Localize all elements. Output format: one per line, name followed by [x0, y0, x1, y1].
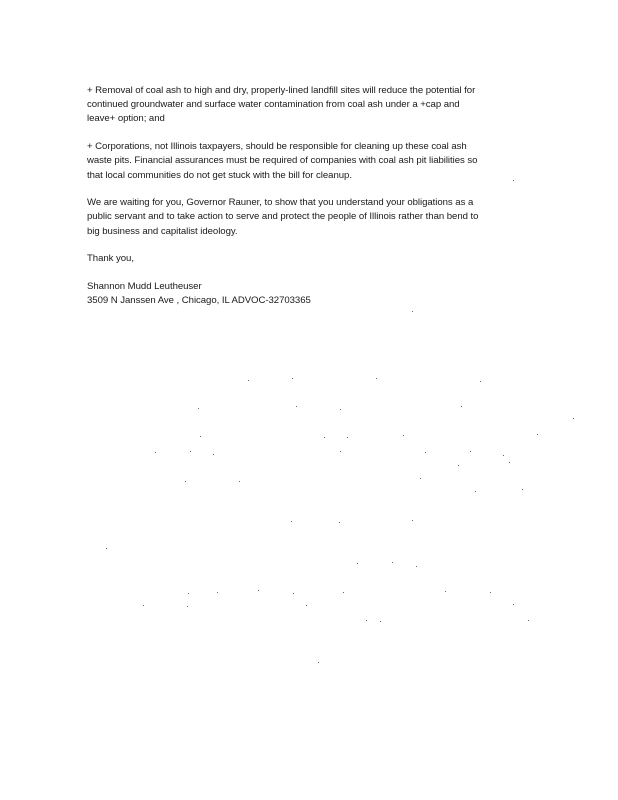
scan-speck	[445, 591, 446, 592]
scan-speck	[392, 562, 393, 563]
scan-speck	[200, 436, 201, 437]
scan-speck	[143, 605, 144, 606]
signature-block	[87, 280, 539, 308]
scan-speck	[340, 451, 341, 452]
scan-speck	[190, 451, 191, 452]
paragraph-line: continued groundwater and surface water contamination from coal ash under a +cap and	[87, 99, 460, 111]
paragraph-line: leave+ option; and	[87, 113, 165, 125]
scan-speck	[380, 621, 381, 622]
scan-speck	[296, 406, 297, 407]
scan-speck	[573, 418, 574, 419]
scan-speck	[318, 662, 319, 663]
scan-speck	[366, 620, 367, 621]
paragraph-line: + Corporations, not Illinois taxpayers, should be responsible for cleaning up these coal ash	[87, 141, 467, 153]
scan-speck	[461, 406, 462, 407]
letter-body	[87, 84, 539, 308]
scan-speck	[155, 452, 156, 453]
paragraph-line: We are waiting for you, Governor Rauner, to show that you understand your obligations as a	[87, 197, 474, 209]
scan-speck	[509, 462, 510, 463]
scan-speck	[213, 454, 214, 455]
scan-speck	[217, 592, 218, 593]
scan-speck	[185, 481, 186, 482]
scan-speck	[347, 437, 348, 438]
scan-speck	[239, 481, 240, 482]
scan-speck	[376, 378, 377, 379]
coal-ash-removal-paragraph	[87, 84, 539, 127]
scan-speck	[522, 489, 523, 490]
scan-speck	[412, 520, 413, 521]
scan-speck	[357, 563, 358, 564]
scan-speck	[343, 592, 344, 593]
corporate-responsibility-paragraph	[87, 140, 539, 183]
scan-speck	[339, 522, 340, 523]
scan-speck	[258, 590, 259, 591]
scan-speck	[470, 451, 471, 452]
scan-speck	[490, 592, 491, 593]
paragraph-line: waste pits. Financial assurances must be required of companies with coal ash pit liabilities so	[87, 155, 478, 167]
scan-speck	[513, 604, 514, 605]
scan-speck	[503, 455, 504, 456]
paragraph-line: + Removal of coal ash to high and dry, properly-lined landfill sites will reduce the potential for	[87, 85, 476, 96]
scan-speck	[420, 478, 421, 479]
paragraph-line: public servant and to take action to serve and protect the people of Illinois rather than bend to	[87, 211, 479, 223]
scan-speck	[324, 437, 325, 438]
scan-speck	[403, 435, 404, 436]
scan-speck	[425, 452, 426, 453]
scan-speck	[198, 408, 199, 409]
scan-speck	[340, 409, 341, 410]
scan-speck	[475, 491, 476, 492]
paragraph-line: that local communities do not get stuck with the bill for cleanup.	[87, 169, 352, 181]
scan-speck	[528, 620, 529, 621]
scan-speck	[537, 434, 538, 435]
signer-address: 3509 N Janssen Ave , Chicago, IL ADVOC-32703365	[87, 295, 311, 307]
scan-speck	[293, 593, 294, 594]
scan-speck	[480, 381, 481, 382]
scan-speck	[106, 548, 107, 549]
scan-speck	[291, 521, 292, 522]
scan-speck	[412, 311, 413, 312]
scan-speck	[248, 380, 249, 381]
closing-line: Thank you,	[87, 253, 134, 265]
governor-appeal-paragraph	[87, 196, 539, 239]
scan-speck	[513, 180, 514, 181]
scan-speck	[306, 605, 307, 606]
scan-speck	[188, 593, 189, 594]
paragraph-line: big business and capitalist ideology.	[87, 225, 238, 237]
scan-speck	[292, 378, 293, 379]
scan-speck	[458, 465, 459, 466]
scan-speck	[416, 566, 417, 567]
scan-speck	[187, 606, 188, 607]
signer-name: Shannon Mudd Leutheuser	[87, 281, 202, 293]
